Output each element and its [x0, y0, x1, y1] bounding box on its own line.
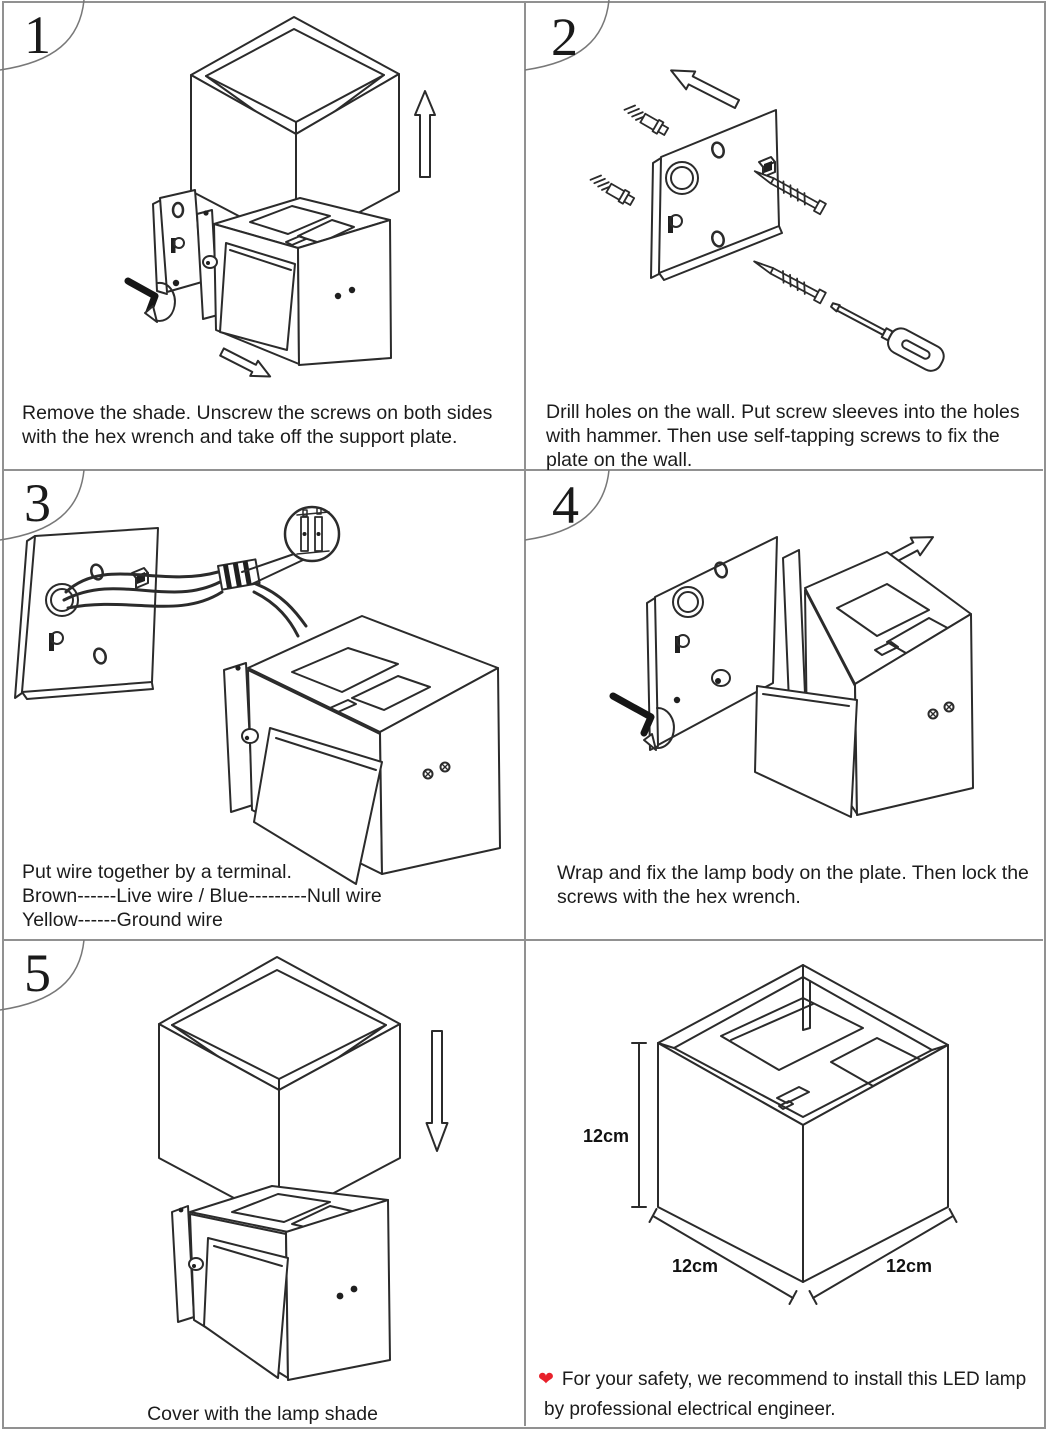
caption-line: with hammer. Then use self-tapping screws to fix the — [546, 425, 1000, 447]
adjust-knob — [242, 729, 258, 743]
remove-direction-arrow — [667, 61, 742, 112]
caption-line: screws with the hex wrench. — [557, 886, 801, 908]
step-caption — [546, 400, 1020, 470]
depth-dimension-label: 12cm — [885, 1256, 933, 1276]
step-number: 2 — [551, 7, 578, 67]
lamp-body — [189, 1186, 390, 1380]
safety-note-line-1 — [538, 1368, 1026, 1391]
safety-text: For your safety, we recommend to install this LED lamp — [561, 1369, 1027, 1390]
mounting-plate — [153, 190, 202, 294]
screw — [335, 293, 341, 299]
step-number: 3 — [24, 473, 51, 533]
hex-wrench-icon — [613, 696, 651, 733]
wires — [254, 584, 306, 636]
terminal-detail-magnifier — [285, 507, 339, 561]
width-dimension-label: 12cm — [671, 1256, 719, 1276]
reflector-flap — [204, 1238, 288, 1378]
caption-line: Cover with the lamp shade — [147, 1403, 378, 1425]
height-dimension-label: 12cm — [582, 1126, 629, 1146]
screw — [349, 287, 355, 293]
screw — [351, 1286, 358, 1293]
step-1-panel — [0, 0, 525, 470]
caption-line: Remove the shade. Unscrew the screws on both sides — [22, 402, 493, 424]
caption-line: with the hex wrench and take off the support plate. — [22, 426, 458, 448]
up-arrow — [415, 91, 435, 177]
step-5-panel — [0, 940, 525, 1435]
terminal-block — [218, 559, 260, 589]
screw-sleeve — [622, 102, 669, 137]
screw — [337, 1293, 344, 1300]
step-caption — [557, 861, 1029, 909]
step-2-panel — [525, 0, 1051, 470]
screw-sleeve — [588, 172, 635, 207]
wall-plate — [15, 528, 158, 699]
wall-plate — [651, 110, 782, 280]
caption-line: Yellow------Ground wire — [22, 909, 223, 931]
self-tapping-screw — [751, 256, 826, 303]
step-number: 1 — [24, 5, 51, 65]
adjust-knob — [189, 1258, 203, 1270]
caption-line: Drill holes on the wall. Put screw sleeves into the holes — [546, 401, 1020, 423]
step-caption — [22, 860, 382, 932]
step-4-panel — [525, 470, 1051, 940]
step-caption — [0, 1402, 525, 1426]
caption-line: Wrap and fix the lamp body on the plate. Then lock the — [557, 862, 1029, 884]
lamp-shade-cube — [159, 957, 400, 1222]
adjust-knob — [712, 670, 730, 686]
caption-line: plate on the wall. — [546, 449, 693, 470]
lamp-cube — [658, 965, 948, 1282]
caption-line: Put wire together by a terminal. — [22, 861, 292, 883]
dimensions-illustration — [525, 940, 1051, 1435]
screwdriver-icon — [826, 294, 948, 375]
step-number: 4 — [552, 475, 579, 535]
lamp-body — [242, 616, 500, 884]
dimensions-panel — [525, 940, 1051, 1435]
step-number: 5 — [24, 943, 51, 1003]
lamp-body — [203, 198, 391, 365]
adjust-knob — [203, 256, 217, 268]
safety-note-line-2: by professional electrical engineer. — [544, 1399, 836, 1420]
height-dimension-line — [632, 1043, 646, 1207]
step-caption — [22, 401, 492, 449]
down-arrow — [427, 1031, 448, 1151]
caption-line: Brown------Live wire / Blue---------Null wire — [22, 885, 382, 907]
step-3-panel — [0, 470, 525, 940]
heart-icon: ❤ — [538, 1369, 554, 1390]
